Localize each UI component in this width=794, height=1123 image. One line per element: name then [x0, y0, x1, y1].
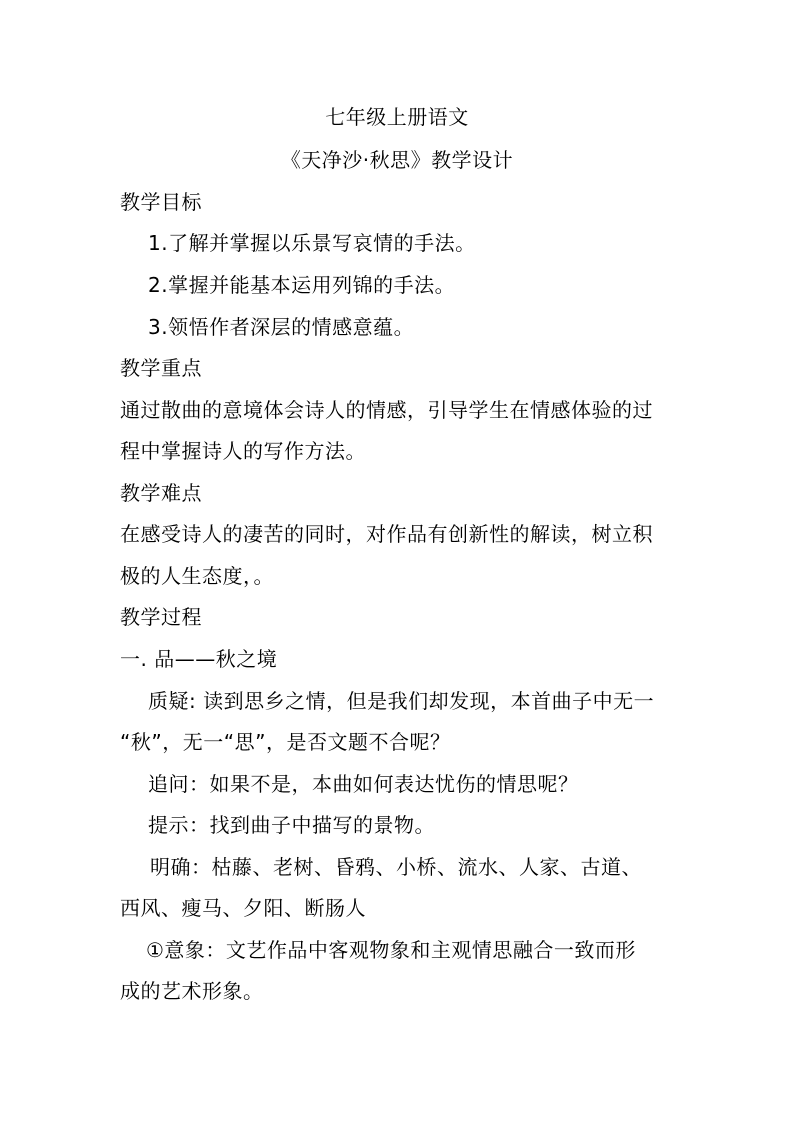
difficulty-text-line-1: 在感受诗人的凄苦的同时，对作品有创新性的解读，树立积: [120, 522, 653, 546]
section-heading-process: 教学过程: [120, 605, 202, 629]
document-title-lesson: 《天净沙·秋思》教学设计: [280, 148, 514, 172]
keypoint-text-line-2: 程中掌握诗人的写作方法。: [120, 439, 366, 463]
answer-line-1: 明确：枯藤、老树、昏鸦、小桥、流水、人家、古道、: [150, 855, 642, 879]
section-heading-goals: 教学目标: [120, 190, 202, 214]
imagery-definition-line-2: 成的艺术形象。: [120, 979, 264, 1003]
keypoint-text-line-1: 通过散曲的意境体会诗人的情感，引导学生在情感体验的过: [120, 398, 653, 422]
document-title-grade: 七年级上册语文: [325, 105, 469, 129]
followup-question: 追问：如果不是，本曲如何表达忧伤的情思呢？: [148, 772, 579, 796]
step-heading-1: 一. 品——秋之境: [120, 647, 278, 671]
question-line-1: 质疑: 读到思乡之情，但是我们却发现，本首曲子中无一: [148, 689, 655, 713]
difficulty-text-line-2: 极的人生态度，。: [120, 564, 274, 588]
hint-text: 提示：找到曲子中描写的景物。: [148, 813, 435, 837]
section-heading-difficulties: 教学难点: [120, 481, 202, 505]
answer-line-2: 西风、瘦马、夕阳、断肠人: [120, 896, 366, 920]
goal-item-3: 3.领悟作者深层的情感意蕴。: [148, 315, 415, 339]
question-line-2: “秋”，无一“思”，是否文题不合呢？: [120, 730, 451, 754]
imagery-definition-line-1: ①意象：文艺作品中客观物象和主观情思融合一致而形: [146, 938, 636, 962]
goal-item-1: 1.了解并掌握以乐景写哀情的手法。: [148, 231, 476, 255]
section-heading-keypoints: 教学重点: [120, 356, 202, 380]
goal-item-2: 2.掌握并能基本运用列锦的手法。: [148, 273, 456, 297]
